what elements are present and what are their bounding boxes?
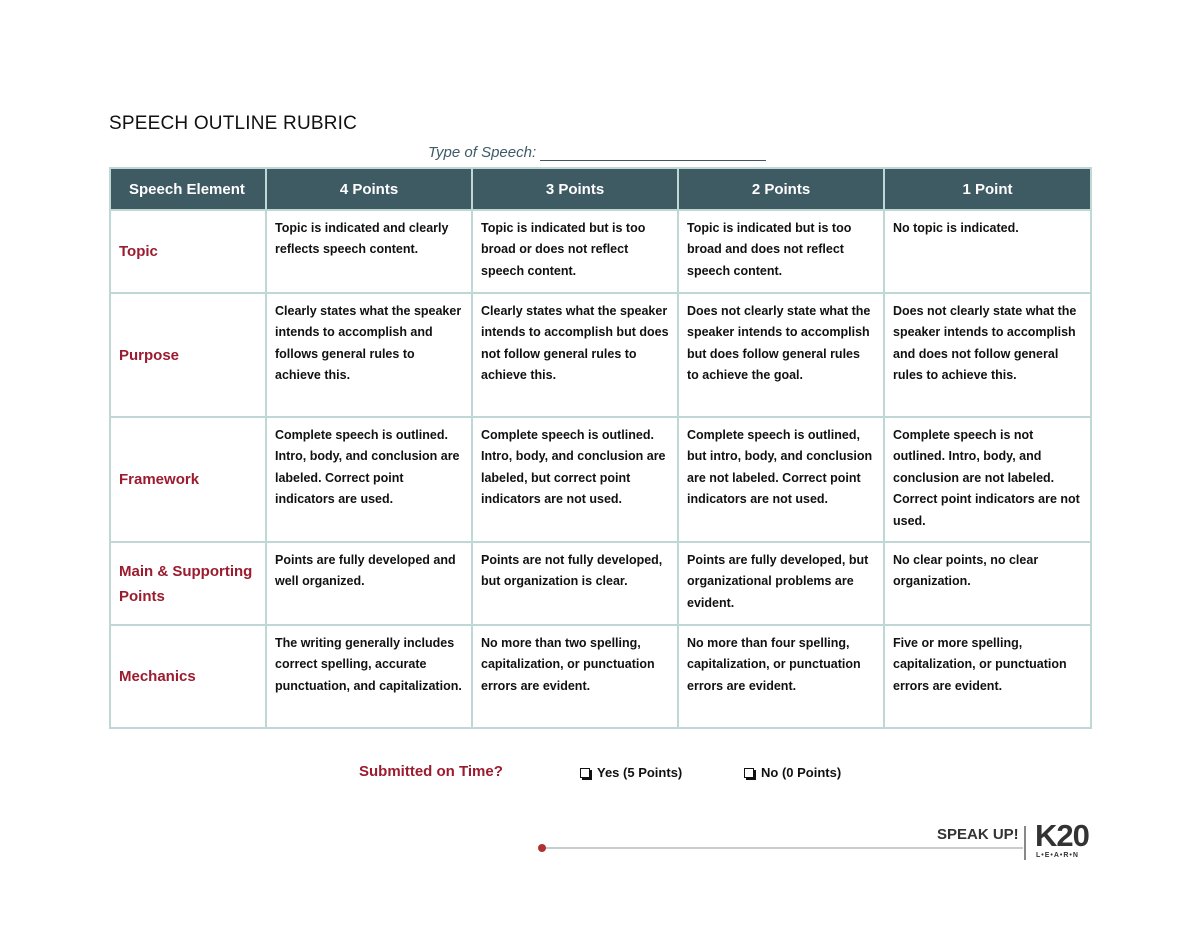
cell-framework-1: Complete speech is not outlined. Intro, body, and conclusion are not labeled. Correct point indicators are not used.: [884, 417, 1091, 542]
header-speech-element: Speech Element: [110, 168, 266, 210]
header-1-point: 1 Point: [884, 168, 1091, 210]
cell-mechanics-2: No more than four spelling, capitalization, or punctuation errors are evident.: [678, 625, 884, 728]
footer-speak-up: SPEAK UP!: [937, 826, 1019, 843]
cell-mechanics-4: The writing generally includes correct spelling, accurate punctuation, and capitalization.: [266, 625, 472, 728]
cell-topic-3: Topic is indicated but is too broad or does not reflect speech content.: [472, 210, 678, 293]
type-of-speech-field: [428, 144, 766, 161]
cell-topic-2: Topic is indicated but is too broad and does not reflect speech content.: [678, 210, 884, 293]
cell-points-4: Points are fully developed and well organized.: [266, 542, 472, 625]
element-label-main-supporting-points: Main & Supporting Points: [110, 542, 266, 625]
element-label-framework: Framework: [110, 417, 266, 542]
table-row: [110, 293, 1091, 417]
cell-points-2: Points are fully developed, but organizational problems are evident.: [678, 542, 884, 625]
table-row: [110, 625, 1091, 728]
yes-checkbox[interactable]: [580, 768, 590, 778]
cell-purpose-1: Does not clearly state what the speaker intends to accomplish and does not follow general rules to achieve this.: [884, 293, 1091, 417]
cell-framework-4: Complete speech is outlined. Intro, body, and conclusion are labeled. Correct point indicators are used.: [266, 417, 472, 542]
k20-logo-learn: L•E•A•R•N: [1036, 852, 1079, 859]
element-label-mechanics: Mechanics: [110, 625, 266, 728]
table-row: [110, 417, 1091, 542]
cell-topic-1: No topic is indicated.: [884, 210, 1091, 293]
cell-framework-3: Complete speech is outlined. Intro, body, and conclusion are labeled, but correct point indicators are not used.: [472, 417, 678, 542]
header-2-points: 2 Points: [678, 168, 884, 210]
table-row: [110, 210, 1091, 293]
cell-topic-4: Topic is indicated and clearly reflects speech content.: [266, 210, 472, 293]
element-label-purpose: Purpose: [110, 293, 266, 417]
element-label-topic: Topic: [110, 210, 266, 293]
cell-purpose-4: Clearly states what the speaker intends to accomplish and follows general rules to achieve this.: [266, 293, 472, 417]
cell-mechanics-3: No more than two spelling, capitalization, or punctuation errors are evident.: [472, 625, 678, 728]
cell-points-1: No clear points, no clear organization.: [884, 542, 1091, 625]
page-title: SPEECH OUTLINE RUBRIC: [109, 113, 358, 134]
k20-logo: K20: [1035, 818, 1089, 853]
footer-dot-icon: [538, 844, 546, 852]
type-of-speech-blank[interactable]: [540, 144, 766, 161]
rubric-header-row: [110, 168, 1091, 210]
yes-option[interactable]: [580, 765, 682, 780]
cell-framework-2: Complete speech is outlined, but intro, body, and conclusion are not labeled. Correct point indicators are not used.: [678, 417, 884, 542]
header-3-points: 3 Points: [472, 168, 678, 210]
cell-mechanics-1: Five or more spelling, capitalization, or punctuation errors are evident.: [884, 625, 1091, 728]
table-row: [110, 542, 1091, 625]
logo-divider: [1024, 826, 1026, 860]
yes-label: Yes (5 Points): [597, 765, 683, 780]
footer-rule: [543, 847, 1023, 849]
no-label: No (0 Points): [761, 765, 842, 780]
submitted-on-time-label: Submitted on Time?: [359, 763, 503, 780]
header-4-points: 4 Points: [266, 168, 472, 210]
no-option[interactable]: [744, 765, 841, 780]
cell-purpose-3: Clearly states what the speaker intends to accomplish but does not follow general rules to achieve this.: [472, 293, 678, 417]
cell-purpose-2: Does not clearly state what the speaker intends to accomplish but does follow general rules to achieve the goal.: [678, 293, 884, 417]
rubric-table: [109, 167, 1092, 729]
no-checkbox[interactable]: [744, 768, 754, 778]
cell-points-3: Points are not fully developed, but organization is clear.: [472, 542, 678, 625]
type-of-speech-label: Type of Speech:: [428, 144, 537, 161]
